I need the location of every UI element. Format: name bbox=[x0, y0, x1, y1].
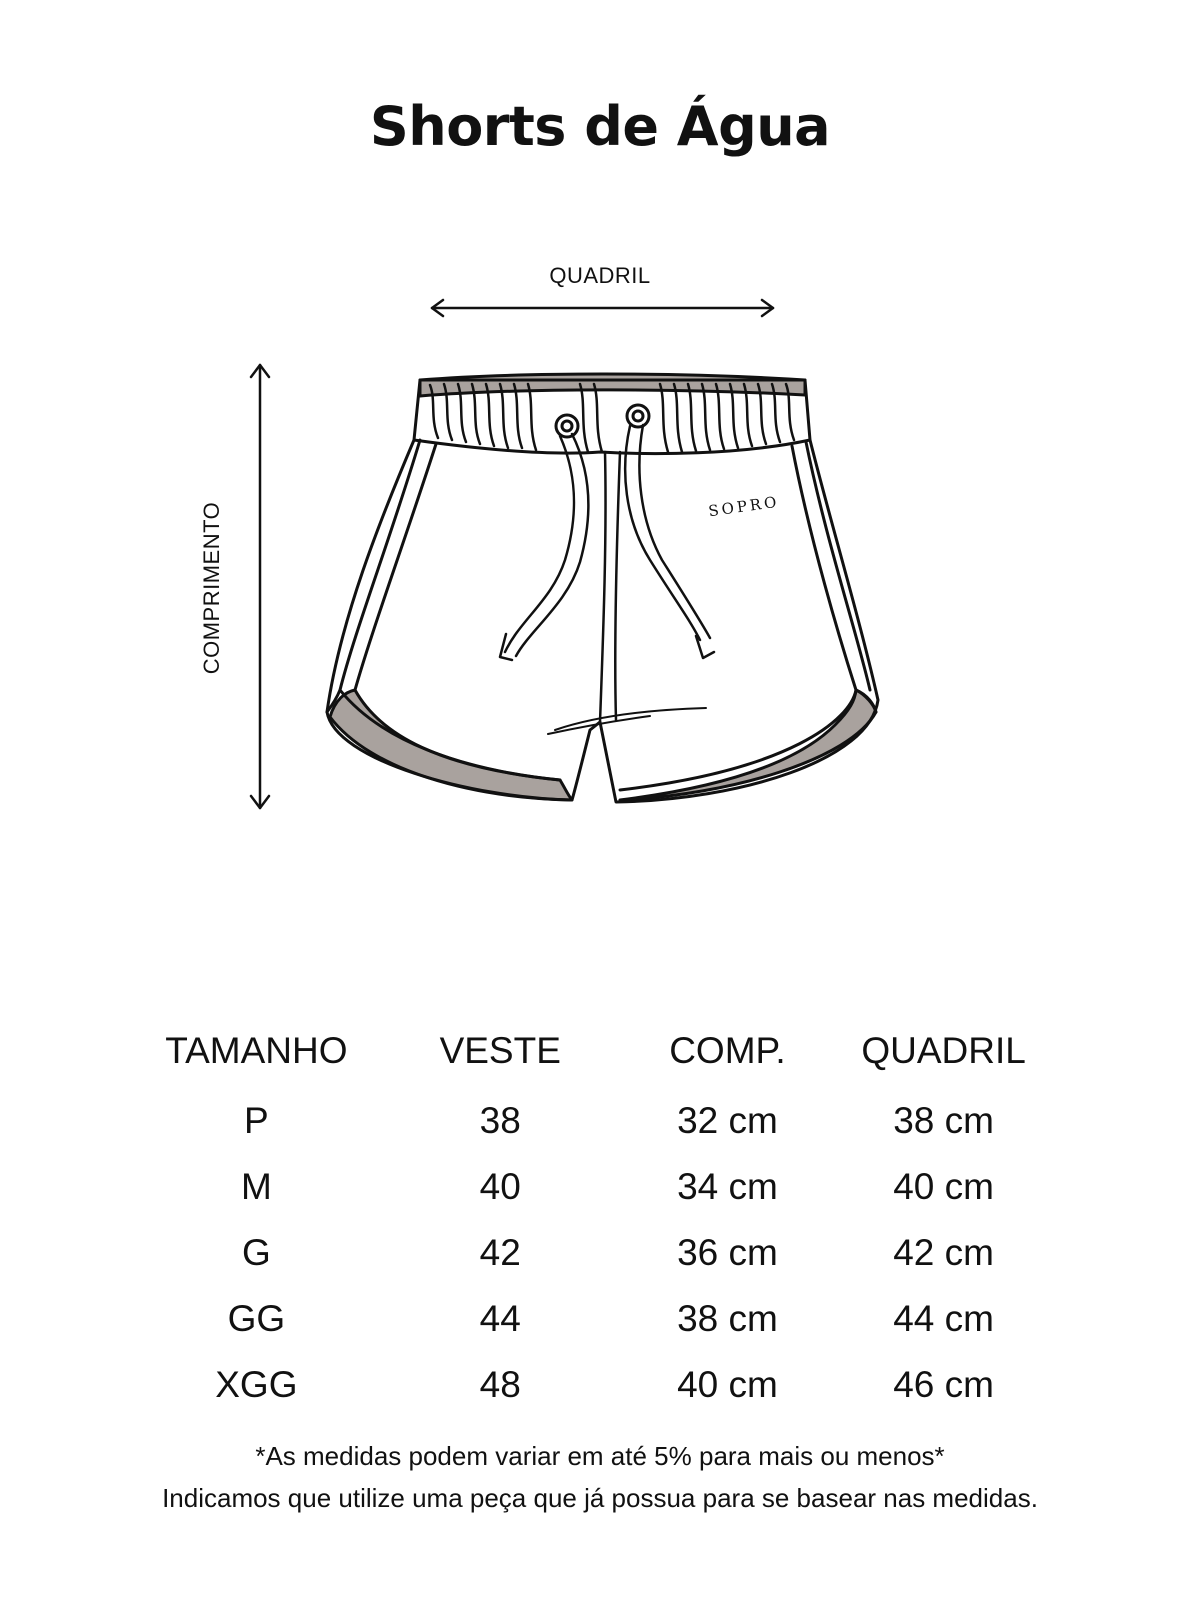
drawstrings bbox=[500, 425, 714, 660]
left-eyelet bbox=[556, 415, 578, 437]
length-arrow bbox=[251, 365, 269, 808]
length-measure-label: COMPRIMENTO bbox=[199, 501, 224, 675]
header-fits: VESTE bbox=[439, 1030, 561, 1071]
table-row bbox=[140, 1088, 1060, 1154]
size-table bbox=[140, 1030, 1060, 1418]
cell-size: P bbox=[244, 1100, 269, 1141]
brand-mark: SOPRO bbox=[707, 492, 781, 521]
hip-arrow bbox=[432, 300, 773, 316]
right-eyelet bbox=[627, 405, 649, 427]
cell-size: G bbox=[241, 1232, 271, 1273]
cell-fits: 44 bbox=[479, 1298, 521, 1339]
cell-fits: 40 bbox=[479, 1166, 521, 1207]
recommendation-note: Indicamos que utilize uma peça que já possua para se basear nas medidas. bbox=[162, 1483, 1038, 1513]
cell-length: 40 cm bbox=[677, 1364, 778, 1405]
cell-hip: 38 cm bbox=[893, 1100, 994, 1141]
cell-fits: 38 bbox=[479, 1100, 521, 1141]
page-title: Shorts de Água bbox=[369, 95, 831, 158]
header-size: TAMANHO bbox=[165, 1030, 348, 1071]
table-row bbox=[140, 1154, 1060, 1220]
cell-hip: 44 cm bbox=[893, 1298, 994, 1339]
table-row bbox=[140, 1352, 1060, 1418]
header-hip: QUADRIL bbox=[861, 1030, 1026, 1071]
cell-length: 34 cm bbox=[677, 1166, 778, 1207]
cell-length: 32 cm bbox=[677, 1100, 778, 1141]
cell-length: 38 cm bbox=[677, 1298, 778, 1339]
cell-fits: 48 bbox=[479, 1364, 521, 1405]
measurement-notes bbox=[0, 1435, 1200, 1519]
cell-size: XGG bbox=[215, 1364, 298, 1405]
shorts-illustration bbox=[327, 374, 878, 802]
cell-hip: 42 cm bbox=[893, 1232, 994, 1273]
fold-scribble bbox=[548, 708, 706, 734]
cell-size: GG bbox=[227, 1298, 286, 1339]
table-row bbox=[140, 1286, 1060, 1352]
waistband-ruching bbox=[430, 384, 794, 452]
hip-measure-label: QUADRIL bbox=[549, 263, 651, 288]
table-row bbox=[140, 1220, 1060, 1286]
cell-length: 36 cm bbox=[677, 1232, 778, 1273]
cell-fits: 42 bbox=[479, 1232, 521, 1273]
cell-hip: 40 cm bbox=[893, 1166, 994, 1207]
cell-hip: 46 cm bbox=[893, 1364, 994, 1405]
cell-size: M bbox=[240, 1166, 272, 1207]
header-length: COMP. bbox=[669, 1030, 786, 1071]
table-header-row bbox=[140, 1030, 1060, 1088]
centre-seam bbox=[600, 452, 606, 722]
variation-note: *As medidas podem variar em até 5% para mais ou menos* bbox=[255, 1441, 945, 1471]
waistband-inner bbox=[420, 374, 805, 396]
